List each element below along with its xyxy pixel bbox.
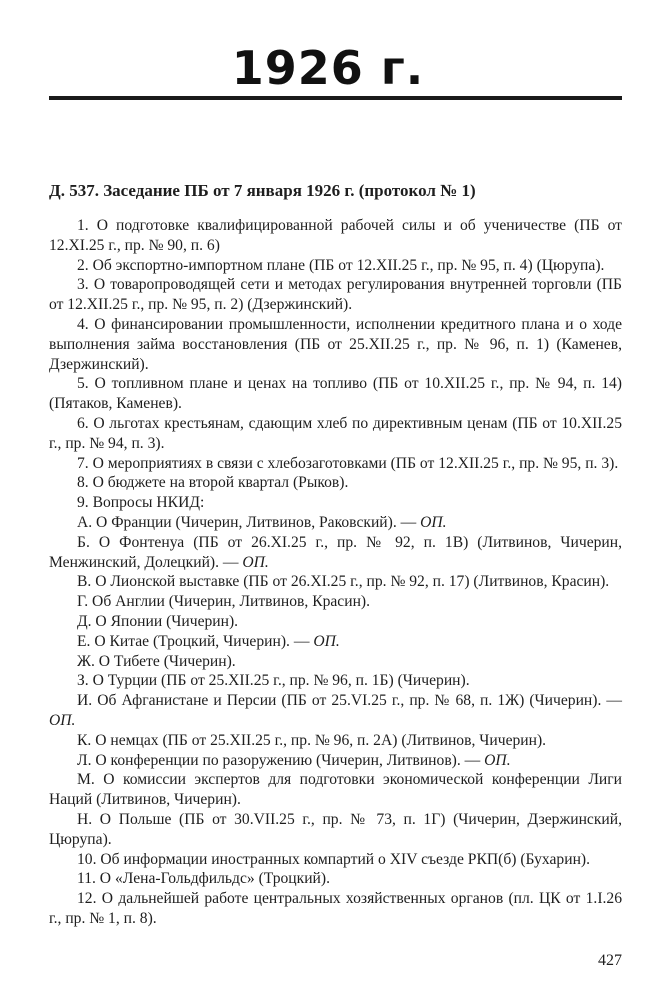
agenda-item-text: 2. Об экспортно-импортном плане (ПБ от 12.XII.25 г., пр. № 95, п. 4) (Цюрупа). [77, 256, 605, 274]
page-number: 427 [598, 952, 622, 969]
agenda-item [49, 216, 622, 256]
agenda-item-text: 7. О мероприятиях в связи с хлебозаготовками (ПБ от 12.XII.25 г., пр. № 95, п. 3). [77, 454, 619, 472]
agenda-item-text: Е. О Китае (Троцкий, Чичерин). — [77, 632, 314, 650]
agenda-item-text: Б. О Фонтенуа (ПБ от 26.XI.25 г., пр. № 92, п. 1В) (Литвинов, Чичерин, Менжинский, Долецкий). — [49, 533, 622, 571]
agenda-item [49, 671, 622, 691]
header-rule [49, 96, 622, 100]
agenda-item-text: 1. О подготовке квалифицированной рабочей силы и об ученичестве (ПБ от 12.XI.25 г., пр. № 90, п. 6) [49, 217, 622, 254]
agenda-item-text: Ж. О Тибете (Чичерин). [77, 652, 236, 670]
agenda-item [49, 533, 622, 573]
agenda-item-text: К. О немцах (ПБ от 25.XII.25 г., пр. № 96, п. 2А) (Литвинов, Чичерин). [77, 731, 547, 749]
agenda-item [49, 652, 622, 672]
agenda-item-text: 8. О бюджете на второй квартал (Рыков). [77, 474, 349, 492]
agenda-item [49, 731, 622, 751]
agenda-item [49, 592, 622, 612]
agenda-item [49, 572, 622, 592]
agenda-item [49, 414, 622, 454]
agenda-item-text: В. О Лионской выставке (ПБ от 26.XI.25 г., пр. № 92, п. 17) (Литвинов, Красин). [77, 573, 610, 591]
agenda-item-verdict: ОП. [242, 553, 269, 571]
agenda-item-text: 5. О топливном плане и ценах на топливо (ПБ от 10.XII.25 г., пр. № 94, п. 14) (Пятаков, Каменев). [49, 375, 622, 413]
agenda-item-verdict: ОП. [420, 513, 447, 531]
agenda-item-text: Г. Об Англии (Чичерин, Литвинов, Красин). [77, 593, 371, 611]
agenda-item [49, 850, 622, 870]
year-title: 1926 г. [231, 41, 425, 95]
agenda-item [49, 810, 622, 850]
agenda-item-text: З. О Турции (ПБ от 25.XII.25 г., пр. № 96, п. 1Б) (Чичерин). [77, 672, 470, 690]
agenda-item [49, 612, 622, 632]
agenda-item-text: 12. О дальнейшей работе центральных хозяйственных органов (пл. ЦК от 1.I.26 г., пр. № 1, п. 8). [49, 890, 622, 927]
agenda-item-text: 9. Вопросы НКИД: [77, 494, 205, 512]
agenda-item [49, 315, 622, 374]
agenda-item [49, 473, 622, 493]
agenda-item-text: 11. О «Лена-Гольдфильдс» (Троцкий). [77, 870, 330, 888]
agenda-item-text: Д. О Японии (Чичерин). [77, 612, 239, 630]
agenda-item-verdict: ОП. [313, 632, 340, 650]
agenda-item-text: Л. О конференции по разоружению (Чичерин, Литвинов). — [77, 751, 485, 769]
agenda-item-text: 3. О товаропроводящей сети и методах регулирования внутренней торговли (ПБ от 12.XII.25 г., пр. № 95, п. 2) (Дзержинский). [49, 276, 622, 314]
agenda-item [49, 256, 622, 276]
agenda-item [49, 691, 622, 731]
agenda-item-verdict: ОП. [49, 711, 76, 729]
agenda-item [49, 454, 622, 474]
agenda-item-text: И. Об Афганистане и Персии (ПБ от 25.VI.25 г., пр. № 68, п. 1Ж) (Чичерин). — [77, 692, 622, 710]
agenda-item [49, 374, 622, 414]
agenda-item-verdict: ОП. [484, 751, 511, 769]
agenda-list [49, 216, 622, 929]
agenda-item [49, 493, 622, 513]
agenda-item-text: М. О комиссии экспертов для подготовки экономической конференции Лиги Наций (Литвинов, Чичерин). [49, 771, 622, 809]
document-heading: Д. 537. Заседание ПБ от 7 января 1926 г. (протокол № 1) [49, 181, 476, 200]
agenda-item [49, 889, 622, 929]
agenda-item-text: А. О Франции (Чичерин, Литвинов, Раковский). — [77, 513, 421, 531]
agenda-item [49, 632, 622, 652]
agenda-item-text: 4. О финансировании промышленности, исполнении кредитного плана и о ходе выполнения займа восстановления (ПБ от 25.XII.25 г., пр. № 96, п. 1) (Каменев, Дзержинский). [49, 315, 622, 373]
agenda-item-text: 10. Об информации иностранных компартий о XIV съезде РКП(б) (Бухарин). [77, 850, 591, 868]
agenda-item [49, 275, 622, 315]
agenda-item [49, 513, 622, 533]
agenda-item-text: 6. О льготах крестьянам, сдающим хлеб по директивным ценам (ПБ от 10.XII.25 г., пр. № 94, п. 3). [49, 414, 622, 452]
agenda-item [49, 869, 622, 889]
agenda-item [49, 770, 622, 810]
agenda-item [49, 751, 622, 771]
agenda-item-text: Н. О Польше (ПБ от 30.VII.25 г., пр. № 73, п. 1Г) (Чичерин, Дзержинский, Цюрупа). [49, 810, 622, 848]
